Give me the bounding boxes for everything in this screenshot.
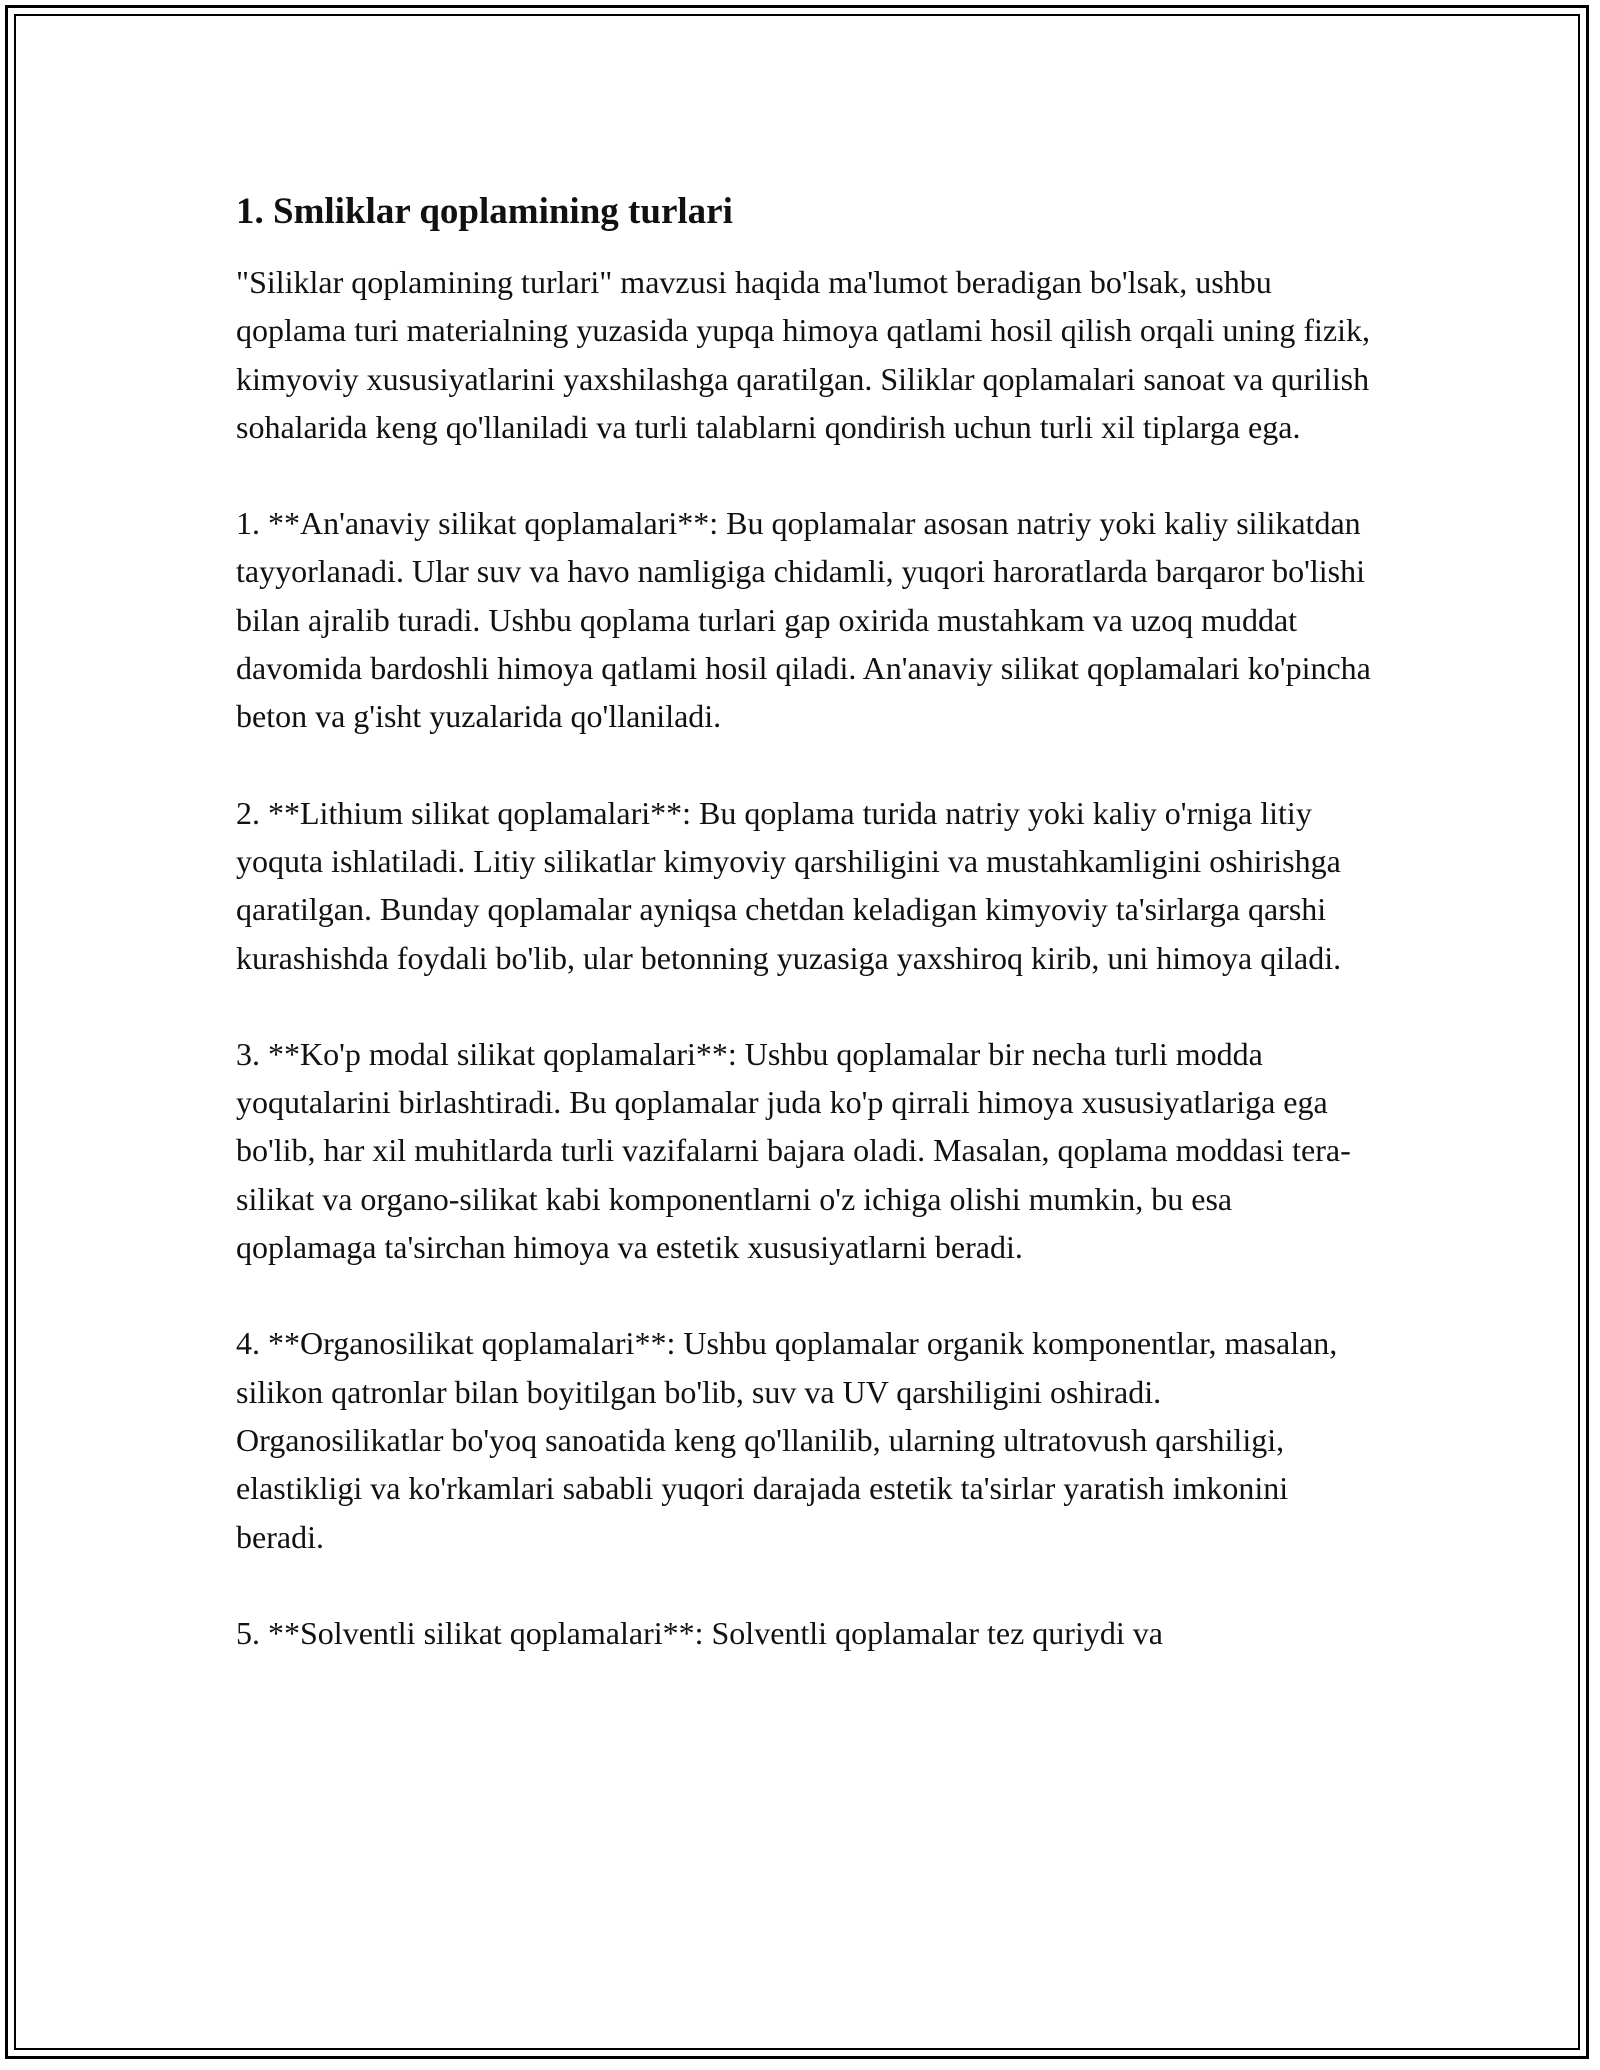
document-body: [236, 186, 1376, 1657]
paragraph-item-2: 2. **Lithium silikat qoplamalari**: Bu qoplama turida natriy yoki kaliy o'rniga litiy yoquta ishlatiladi. Litiy silikatlar kimyoviy qarshiligini va mustahkamligini oshirishga qaratilgan. Bunday qoplamalar ayniqsa chetdan keladigan kimyoviy ta'sirlarga qarshi kurashishda foydali bo'lib, ular betonning yuzasiga yaxshiroq kirib, uni himoya qiladi.: [236, 794, 1342, 976]
paragraph-item-4: 4. **Organosilikat qoplamalari**: Ushbu qoplamalar organik komponentlar, masalan, silikon qatronlar bilan boyitilgan bo'lib, suv va UV qarshiligini oshiradi. Organosilikatlar bo'yoq sanoatida keng qo'llanilib, ularning ultratovush qarshiligi, elastikligi va ko'rkamlari sababli yuqori darajada estetik ta'sirlar yaratish imkonini beradi.: [236, 1325, 1338, 1555]
paragraph-item-3: 3. **Ko'p modal silikat qoplamalari**: Ushbu qoplamalar bir necha turli modda yoqutalarini birlashtiradi. Bu qoplamalar juda ko'p qirrali himoya xususiyatlariga ega bo'lib, har xil muhitlarda turli vazifalarni bajara oladi. Masalan, qoplama moddasi tera-silikat va organo-silikat kabi komponentlarni o'z ichiga olishi mumkin, bu esa qoplamaga ta'sirchan himoya va estetik xususiyatlarni beradi.: [236, 1035, 1351, 1266]
intro-paragraph: "Siliklar qoplamining turlari" mavzusi haqida ma'lumot beradigan bo'lsak, ushbu qoplama turi materialning yuzasida yupqa himoya qatlami hosil qilish orqali uning fizik, kimyoviy xususiyatlarini yaxshilashga qaratilgan. Siliklar qoplamalari sanoat va qurilish sohalarida keng qo'llaniladi va turli talablarni qondirish uchun turli xil tiplarga ega.: [236, 264, 1370, 445]
paragraph-item-5: 5. **Solventli silikat qoplamalari**: Solventli qoplamalar tez quriydi va: [236, 1614, 1163, 1651]
paragraph-item-1: 1. **An'anaviy silikat qoplamalari**: Bu qoplamalar asosan natriy yoki kaliy silikatdan tayyorlanadi. Ular suv va havo namligiga chidamli, yuqori haroratlarda barqaror bo'lishi bilan ajralib turadi. Ushbu qoplama turlari gap oxirida mustahkam va uzoq muddat davomida bardoshli himoya qatlami hosil qiladi. An'anaviy silikat qoplamalari ko'pincha beton va g'isht yuzalarida qo'llaniladi.: [236, 505, 1371, 735]
document-title: 1. Smliklar qoplamining turlari: [236, 191, 733, 232]
